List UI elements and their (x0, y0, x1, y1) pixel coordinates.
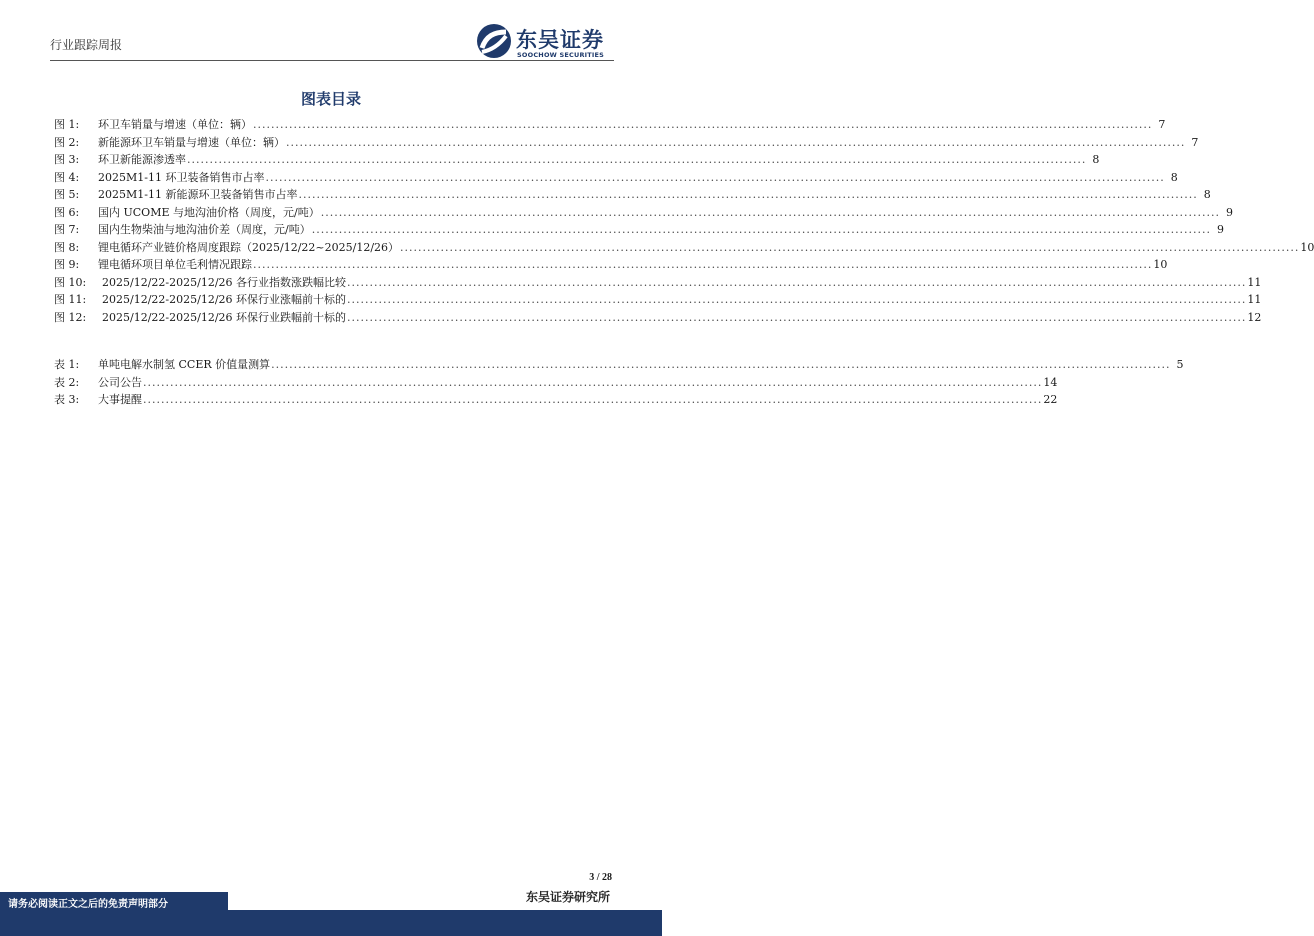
toc-entry-page: 8 (1170, 170, 1178, 184)
page-title: 图表目录 (300, 90, 361, 108)
dot-leader: ........................................................................................................................................................................................................ (400, 240, 1300, 254)
toc-entry-title: 锂电循环产业链价格周度跟踪（2025/12/22~2025/12/26） (98, 240, 400, 254)
toc-entry-title: 公司公告 (98, 375, 142, 389)
figure-toc-entry[interactable] (54, 186, 1211, 204)
figure-toc-entry[interactable] (54, 204, 1234, 222)
toc-entry-page: 8 (1092, 153, 1100, 166)
figure-toc-entry[interactable] (54, 221, 1225, 239)
toc-entry-label: 图 6: (54, 205, 80, 219)
figure-toc-entry[interactable] (54, 134, 1199, 152)
figure-toc-entry[interactable] (54, 239, 1314, 257)
dot-leader: ........................................................................................................................................................................................................ (143, 375, 1043, 389)
figure-list (54, 116, 1314, 326)
logo-name: 东吴证券 (516, 28, 604, 52)
dot-leader: ........................................................................................................................................................................................................ (311, 223, 1212, 236)
toc-entry-page: 10 (1153, 258, 1168, 271)
toc-entry-label: 图 1: (54, 118, 80, 131)
report-type-label: 行业跟踪周报 (50, 38, 123, 52)
dot-leader: ........................................................................................................................................................................................................ (347, 293, 1247, 306)
figure-toc-entry[interactable] (54, 274, 1262, 292)
dot-leader: ........................................................................................................................................................................................................ (271, 358, 1171, 371)
table-toc-entry[interactable] (54, 356, 1184, 374)
toc-entry-label: 表 1: (54, 358, 80, 371)
toc-entry-title: 环卫新能源渗透率 (98, 153, 186, 166)
toc-entry-title: 2025/12/22-2025/12/26 环保行业涨幅前十标的 (102, 293, 347, 306)
toc-entry-page: 11 (1247, 293, 1262, 306)
dot-leader: ........................................................................................................................................................................................................ (187, 153, 1087, 166)
figure-toc-entry[interactable] (54, 116, 1166, 134)
toc-entry-page: 7 (1158, 118, 1166, 131)
logo-mark-icon (476, 22, 512, 60)
dot-leader: ........................................................................................................................................................................................................ (320, 205, 1221, 219)
toc-entry-page: 14 (1043, 375, 1058, 389)
toc-entry-page: 9 (1217, 223, 1225, 236)
dot-leader: ........................................................................................................................................................................................................ (286, 135, 1186, 149)
dot-leader: ........................................................................................................................................................................................................ (143, 393, 1043, 406)
dot-leader: ........................................................................................................................................................................................................ (265, 170, 1165, 184)
figure-toc-entry[interactable] (54, 256, 1168, 274)
table-list (54, 356, 1184, 409)
toc-entry-title: 锂电循环项目单位毛利情况跟踪 (98, 258, 252, 271)
toc-entry-label: 图 8: (54, 240, 80, 254)
disclaimer-note: 请务必阅读正文之后的免责声明部分 (0, 892, 228, 918)
toc-entry-page: 11 (1247, 275, 1262, 289)
toc-entry-label: 图 5: (54, 188, 80, 201)
toc-entry-title: 大事提醒 (98, 393, 142, 406)
logo-subtitle: SOOCHOW SECURITIES (517, 51, 605, 59)
toc-entry-label: 图 11: (54, 293, 87, 306)
toc-entry-page: 10 (1300, 240, 1314, 254)
page-number: 3 / 28 (589, 872, 612, 883)
toc-entry-label: 图 9: (54, 258, 80, 271)
dot-leader: ........................................................................................................................................................................................................ (253, 118, 1153, 131)
toc-entry-page: 12 (1247, 310, 1262, 324)
toc-entry-label: 图 3: (54, 153, 80, 166)
table-toc-entry[interactable] (54, 391, 1058, 409)
toc-entry-title: 2025M1-11 新能源环卫装备销售市占率 (98, 188, 298, 201)
toc-entry-label: 图 12: (54, 310, 87, 324)
company-logo (476, 22, 626, 64)
figure-toc-entry[interactable] (54, 169, 1178, 187)
toc-entry-title: 2025M1-11 环卫装备销售市占率 (98, 170, 265, 184)
toc-entry-title: 国内生物柴油与地沟油价差（周度，元/吨） (98, 223, 311, 236)
toc-entry-title: 单吨电解水制氢 CCER 价值量测算 (98, 358, 271, 371)
dot-leader: ........................................................................................................................................................................................................ (347, 310, 1247, 324)
toc-entry-page: 7 (1191, 135, 1199, 149)
toc-entry-page: 9 (1226, 205, 1234, 219)
toc-entry-label: 图 2: (54, 135, 80, 149)
figure-toc-entry[interactable] (54, 151, 1100, 169)
header-divider (50, 60, 614, 61)
toc-entry-page: 8 (1203, 188, 1211, 201)
toc-entry-label: 图 4: (54, 170, 80, 184)
toc-entry-title: 2025/12/22-2025/12/26 环保行业跌幅前十标的 (102, 310, 347, 324)
toc-entry-title: 国内 UCOME 与地沟油价格（周度，元/吨） (98, 205, 320, 219)
dot-leader: ........................................................................................................................................................................................................ (253, 258, 1153, 271)
toc-entry-title: 环卫车销量与增速（单位：辆） (98, 118, 252, 131)
toc-entry-label: 表 2: (54, 375, 80, 389)
toc-entry-page: 5 (1176, 358, 1184, 371)
toc-entry-label: 图 7: (54, 223, 80, 236)
toc-entry-page: 22 (1043, 393, 1058, 406)
footer-company: 东吴证券研究所 (525, 890, 610, 904)
toc-entry-label: 表 3: (54, 393, 80, 406)
toc-entry-title: 2025/12/22-2025/12/26 各行业指数涨跌幅比较 (102, 275, 347, 289)
toc-entry-title: 新能源环卫车销量与增速（单位：辆） (98, 135, 285, 149)
dot-leader: ........................................................................................................................................................................................................ (347, 275, 1247, 289)
dot-leader: ........................................................................................................................................................................................................ (298, 188, 1198, 201)
toc-entry-label: 图 10: (54, 275, 87, 289)
figure-toc-entry[interactable] (54, 291, 1262, 309)
figure-toc-entry[interactable] (54, 309, 1262, 327)
table-toc-entry[interactable] (54, 374, 1058, 392)
